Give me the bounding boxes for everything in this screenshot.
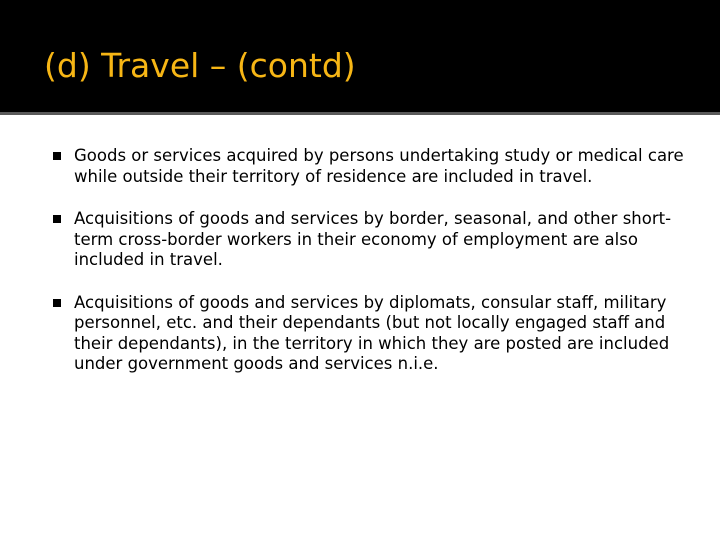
title-divider bbox=[0, 112, 720, 115]
bullet-text: Goods or services acquired by persons undertaking study or medical care while outside their territory of residence are included in travel. bbox=[74, 146, 684, 186]
bullet-list bbox=[50, 146, 690, 397]
bullet-item bbox=[50, 293, 690, 375]
bullet-text: Acquisitions of goods and services by diplomats, consular staff, military personnel, etc. and their dependants (but not locally engaged staff and their dependants), in the territory in which they are posted are included under government goods and services n.i.e. bbox=[74, 292, 670, 373]
bullet-item bbox=[50, 146, 690, 187]
bullet-text: Acquisitions of goods and services by border, seasonal, and other short-term cross-border workers in their economy of employment are also included in travel. bbox=[74, 209, 672, 269]
square-bullet-icon bbox=[53, 152, 61, 160]
bullet-item bbox=[50, 209, 690, 271]
slide-title: (d) Travel – (contd) bbox=[44, 46, 356, 85]
square-bullet-icon bbox=[53, 215, 61, 223]
square-bullet-icon bbox=[53, 299, 61, 307]
title-bar bbox=[0, 0, 720, 112]
